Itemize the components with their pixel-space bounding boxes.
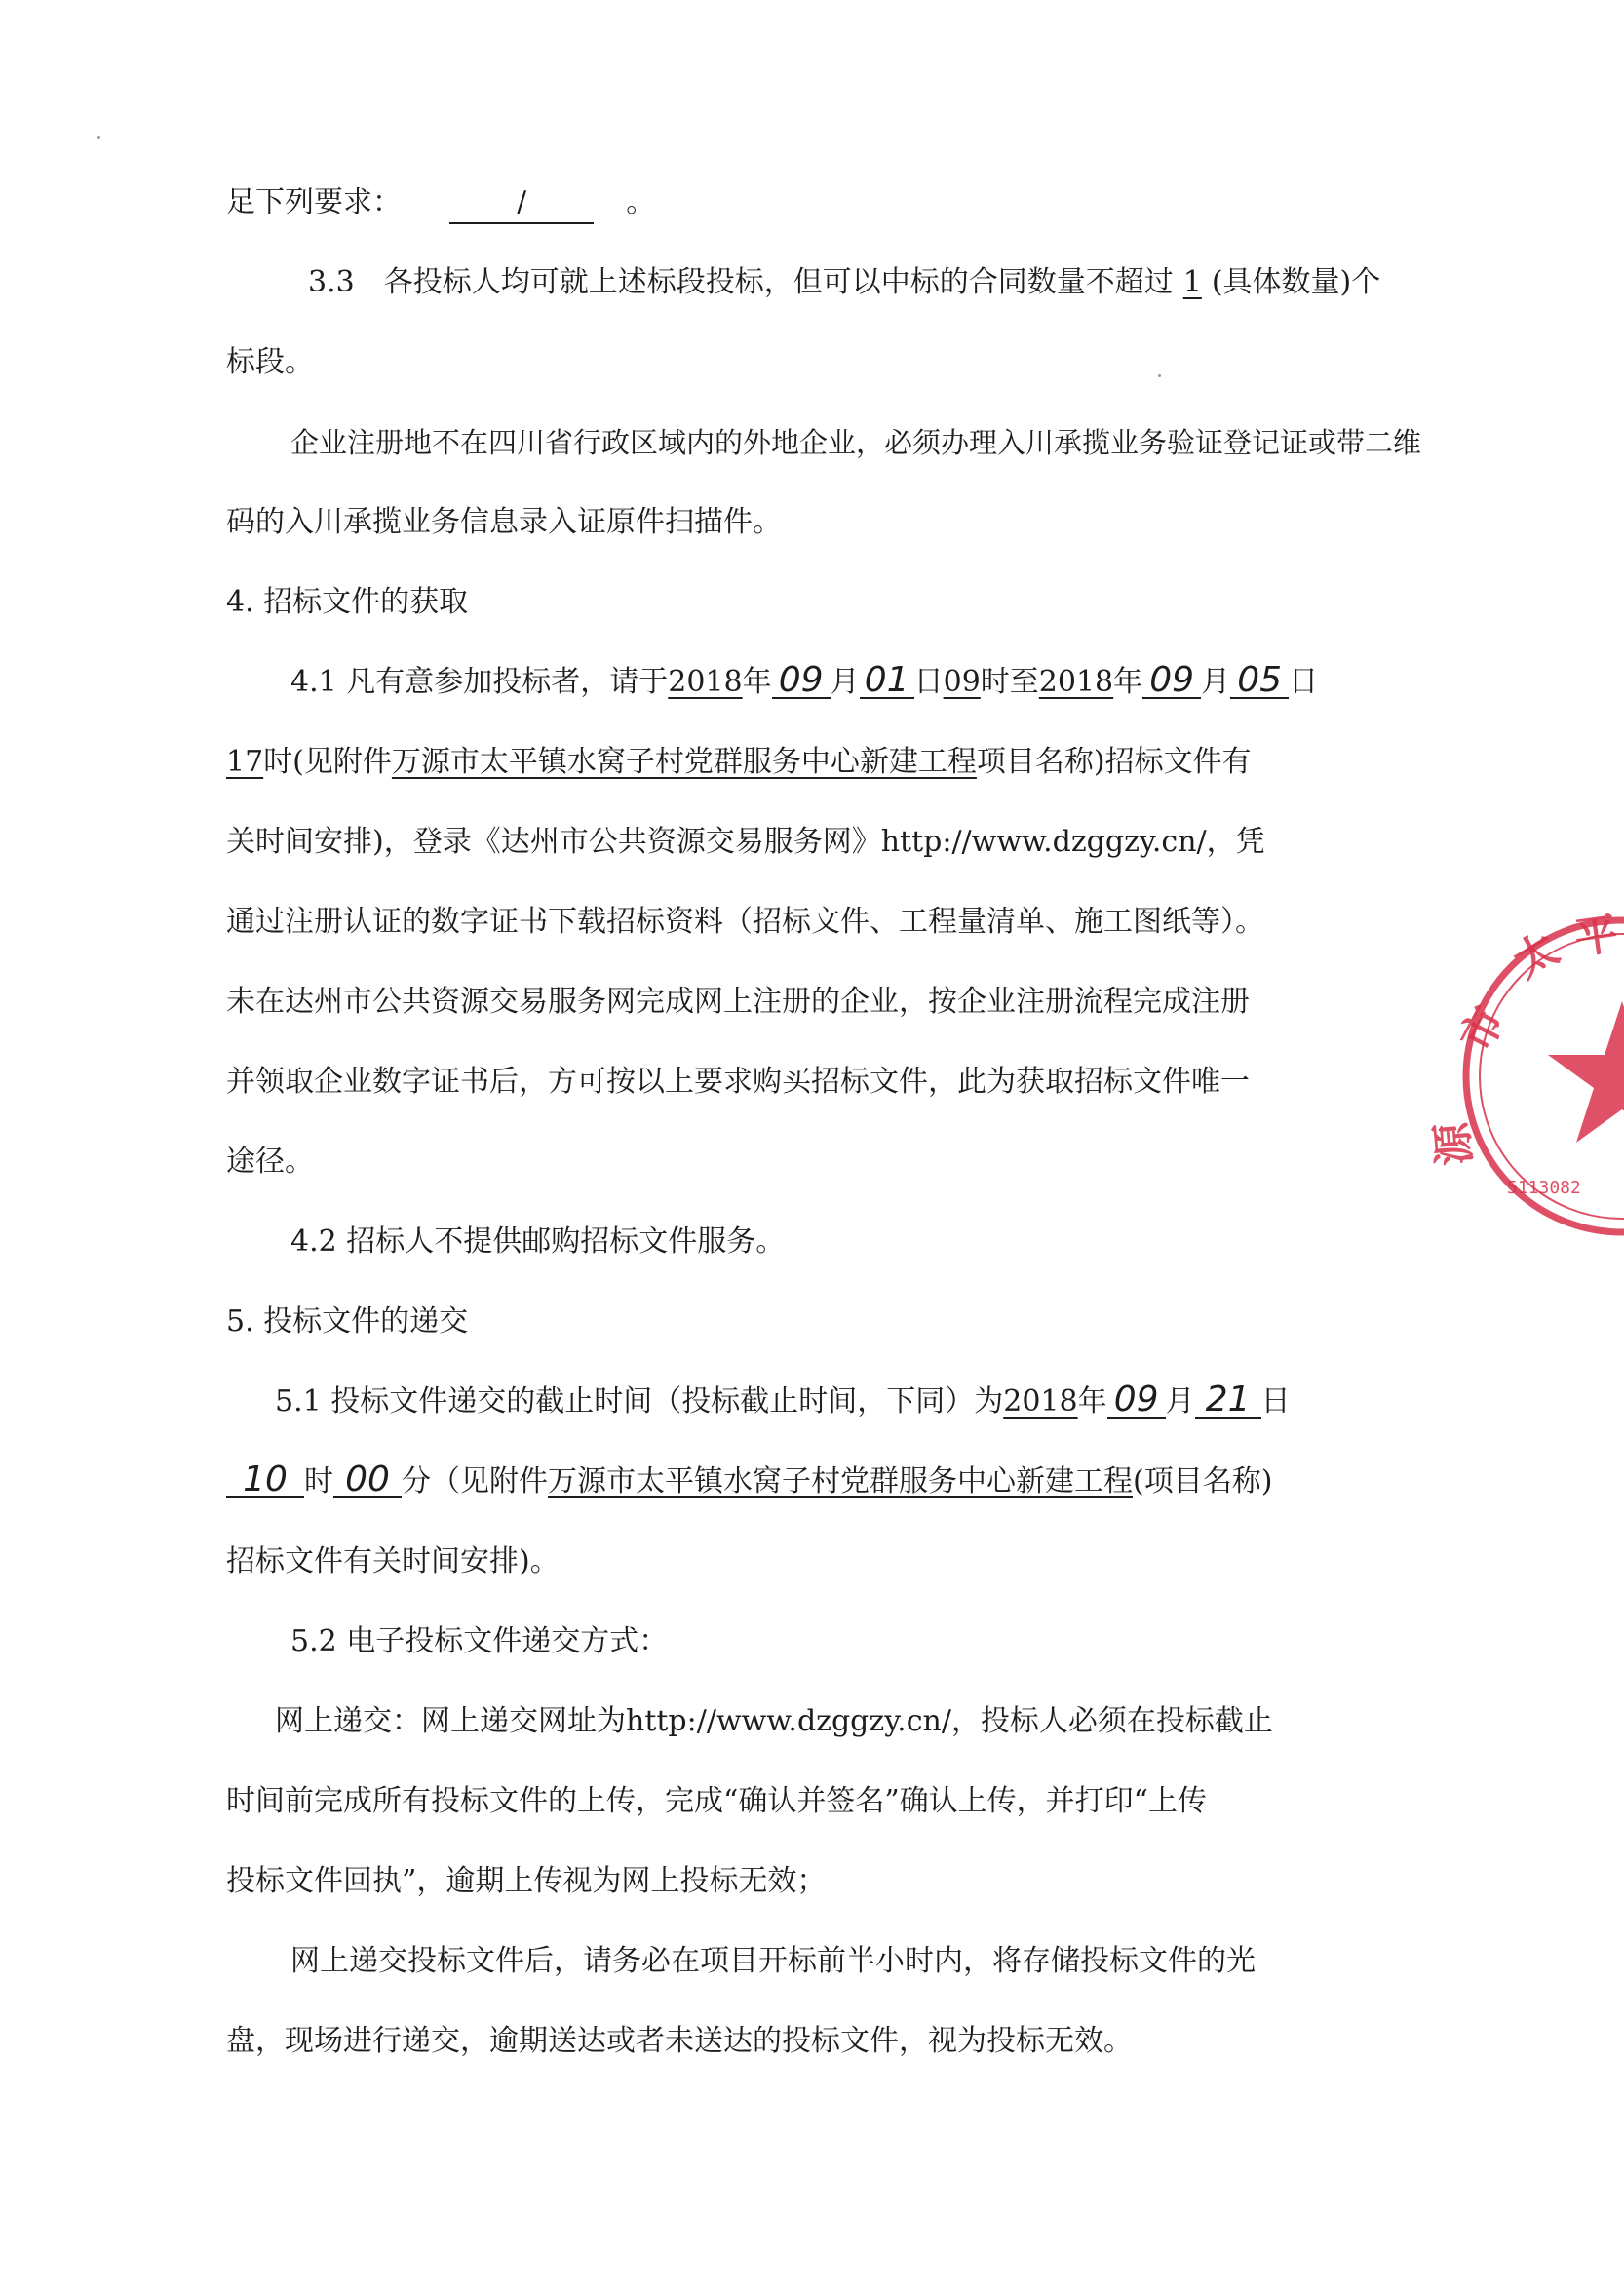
scan-speck [97,136,100,139]
svg-text:源: 源 [1427,1120,1481,1168]
handwritten-day: 05 [1230,664,1289,699]
clause-5-2: 5.2 电子投标文件递交方式： [290,1624,669,1658]
section-heading-5: 5. 投标文件的递交 [226,1304,469,1339]
paragraph-non-local-enterprise: 企业注册地不在四川省行政区域内的外地企业，必须办理入川承揽业务验证登记证或带二维 [290,426,1422,459]
line-1: 足下列要求： / 。 [226,183,1376,224]
official-seal [1427,909,1624,1245]
line-3: 标段。 [226,345,314,379]
clause-4-1-line-3: 关时间安排)，登录《达州市公共资源交易服务网》http://www.dzggzy.cn/，凭 [226,825,1265,859]
handwritten-month: 09 [1142,664,1201,699]
handwritten-hour: 10 [226,1463,304,1498]
online-submission-1: 网上递交：网上递交网址为http://www.dzggzy.cn/，投标人必须在投标截止 [275,1704,1273,1738]
handwritten-minute: 00 [333,1463,402,1498]
disc-submission-1: 网上递交投标文件后，请务必在项目开标前半小时内，将存储投标文件的光 [290,1944,1256,1978]
handwritten-day: 21 [1195,1383,1261,1419]
handwritten-month: 09 [1107,1383,1166,1419]
disc-submission-2: 盘，现场进行递交，逾期送达或者未送达的投标文件，视为投标无效。 [226,2024,1133,2058]
clause-4-1: 4.1 凡有意参加投标者，请于2018年 09 月 01 日09时至2018年 09 月 05 日 [290,660,1319,700]
clause-4-1-line-7: 途径。 [226,1145,314,1179]
paragraph-non-local-enterprise-2: 码的入川承揽业务信息录入证原件扫描件。 [226,505,782,539]
svg-text:太: 太 [1505,923,1567,989]
clause-5-1: 5.1 投标文件递交的截止时间（投标截止时间，下同）为2018年 09 月 21 日 [275,1380,1291,1419]
clause-4-1-line-2: 17时(见附件万源市太平镇水窝子村党群服务中心新建工程项目名称)招标文件有 [226,745,1252,779]
handwritten-month: 09 [772,664,831,699]
svg-text:市: 市 [1450,998,1516,1061]
clause-5-1-line-2: 10 时 00 分（见附件万源市太平镇水窝子村党群服务中心新建工程(项目名称) [226,1462,1376,1501]
online-submission-3: 投标文件回执”，逾期上传视为网上投标无效； [226,1864,827,1898]
svg-text:平: 平 [1571,909,1622,964]
clause-3-3: 3.3 各投标人均可就上述标段投标，但可以中标的合同数量不超过 1 (具体数量)个 [308,265,1381,299]
handwritten-day: 01 [860,664,914,699]
clause-4-2: 4.2 招标人不提供邮购招标文件服务。 [290,1224,786,1259]
seal-icon [1427,909,1624,1245]
clause-5-1-line-3: 招标文件有关时间安排)。 [226,1544,560,1578]
online-submission-2: 时间前完成所有投标文件的上传，完成“确认并签名”确认上传，并打印“上传 [226,1784,1208,1818]
clause-4-1-line-4: 通过注册认证的数字证书下载招标资料（招标文件、工程量清单、施工图纸等）。 [226,905,1264,939]
clause-4-1-line-5: 未在达州市公共资源交易服务网完成网上注册的企业，按企业注册流程完成注册 [226,985,1250,1019]
clause-4-1-line-6: 并领取企业数字证书后，方可按以上要求购买招标文件，此为获取招标文件唯一 [226,1065,1250,1099]
seal-code: 5113082 [1507,1178,1581,1198]
section-heading-4: 4. 招标文件的获取 [226,585,469,619]
